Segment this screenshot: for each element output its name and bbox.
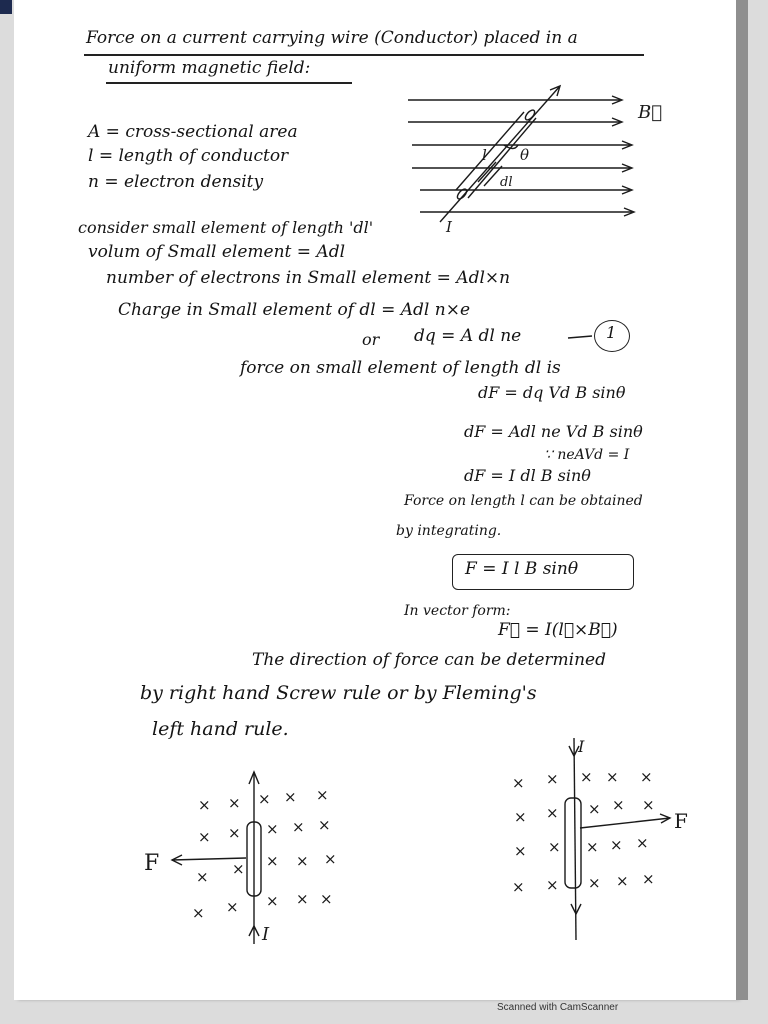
- l-label: l: [482, 146, 487, 164]
- definition-area: A = cross-sectional area: [88, 122, 298, 142]
- derivation-line-6: force on small element of length dl is: [240, 358, 561, 378]
- derivation-line-13: In vector form:: [404, 603, 511, 619]
- derivation-line-7: dF = dq Vd B sinθ: [478, 383, 626, 402]
- derivation-line-14: F⃗ = I(l⃗×B⃗): [498, 620, 618, 640]
- title-line-2: uniform magnetic field:: [108, 58, 311, 78]
- field-cross: ×: [296, 852, 309, 870]
- current-label-top: I: [446, 218, 452, 236]
- field-cross: ×: [316, 786, 329, 804]
- field-cross: ×: [320, 890, 333, 908]
- derivation-line-9: ∵ neAVd = I: [544, 447, 630, 463]
- field-cross: ×: [610, 836, 623, 854]
- current-label-left: I: [262, 924, 270, 945]
- field-cross: ×: [616, 872, 629, 890]
- derivation-line-10: dF = I dl B sinθ: [464, 466, 591, 485]
- field-cross: ×: [548, 838, 561, 856]
- derivation-line-1: consider small element of length 'dl': [78, 218, 374, 237]
- field-cross: ×: [514, 808, 527, 826]
- equation-number: 1: [606, 323, 617, 342]
- field-cross: ×: [546, 770, 559, 788]
- field-cross: ×: [642, 796, 655, 814]
- field-cross: ×: [640, 768, 653, 786]
- field-cross: ×: [228, 794, 241, 812]
- field-cross: ×: [642, 870, 655, 888]
- field-cross: ×: [514, 842, 527, 860]
- direction-line-2: by right hand Screw rule or by Fleming's: [140, 682, 537, 704]
- derivation-or: or: [362, 330, 380, 349]
- current-label-right: I: [578, 737, 585, 756]
- definition-length: l = length of conductor: [88, 146, 289, 166]
- field-cross: ×: [512, 878, 525, 896]
- field-cross: ×: [258, 790, 271, 808]
- field-cross: ×: [226, 898, 239, 916]
- field-cross: ×: [292, 818, 305, 836]
- derivation-line-5: dq = A dl ne: [414, 326, 522, 346]
- field-cross: ×: [296, 890, 309, 908]
- field-cross: ×: [266, 820, 279, 838]
- field-cross: ×: [636, 834, 649, 852]
- field-cross: ×: [318, 816, 331, 834]
- field-cross: ×: [512, 774, 525, 792]
- direction-line-3: left hand rule.: [152, 718, 289, 740]
- scanner-watermark: Scanned with CamScanner: [497, 1002, 619, 1013]
- definition-density: n = electron density: [88, 172, 264, 192]
- field-cross: ×: [324, 850, 337, 868]
- title-line-1: Force on a current carrying wire (Conductor) placed in a: [86, 28, 578, 48]
- field-cross: ×: [588, 874, 601, 892]
- conductor-right: [565, 798, 581, 888]
- result-formula: F = I l B sinθ: [465, 559, 579, 579]
- field-cross: ×: [612, 796, 625, 814]
- field-cross: ×: [284, 788, 297, 806]
- derivation-line-11: Force on length l can be obtained: [404, 493, 643, 509]
- field-cross: ×: [192, 904, 205, 922]
- force-arrow-right: [580, 818, 670, 828]
- field-cross: ×: [546, 876, 559, 894]
- field-cross: ×: [198, 828, 211, 846]
- derivation-line-12: by integrating.: [396, 523, 502, 539]
- field-label: B⃗: [638, 102, 663, 123]
- derivation-line-2: volum of Small element = Adl: [88, 242, 346, 262]
- field-cross: ×: [266, 852, 279, 870]
- field-cross: ×: [606, 768, 619, 786]
- force-label-left: F: [144, 851, 160, 876]
- direction-line-1: The direction of force can be determined: [252, 650, 606, 670]
- field-cross: ×: [580, 768, 593, 786]
- field-cross: ×: [196, 868, 209, 886]
- theta-label: θ: [520, 146, 530, 164]
- derivation-line-8: dF = Adl ne Vd B sinθ: [464, 422, 643, 441]
- field-cross: ×: [232, 860, 245, 878]
- field-cross: ×: [266, 892, 279, 910]
- derivation-line-3: number of electrons in Small element = Adl×n: [106, 268, 511, 288]
- field-cross: ×: [586, 838, 599, 856]
- field-cross: ×: [546, 804, 559, 822]
- field-cross: ×: [588, 800, 601, 818]
- right-field-crosses: [512, 768, 655, 896]
- force-label-right: F: [674, 809, 688, 833]
- field-cross: ×: [198, 796, 211, 814]
- derivation-line-4: Charge in Small element of dl = Adl n×e: [118, 300, 471, 320]
- field-cross: ×: [228, 824, 241, 842]
- dl-label: dl: [500, 175, 513, 190]
